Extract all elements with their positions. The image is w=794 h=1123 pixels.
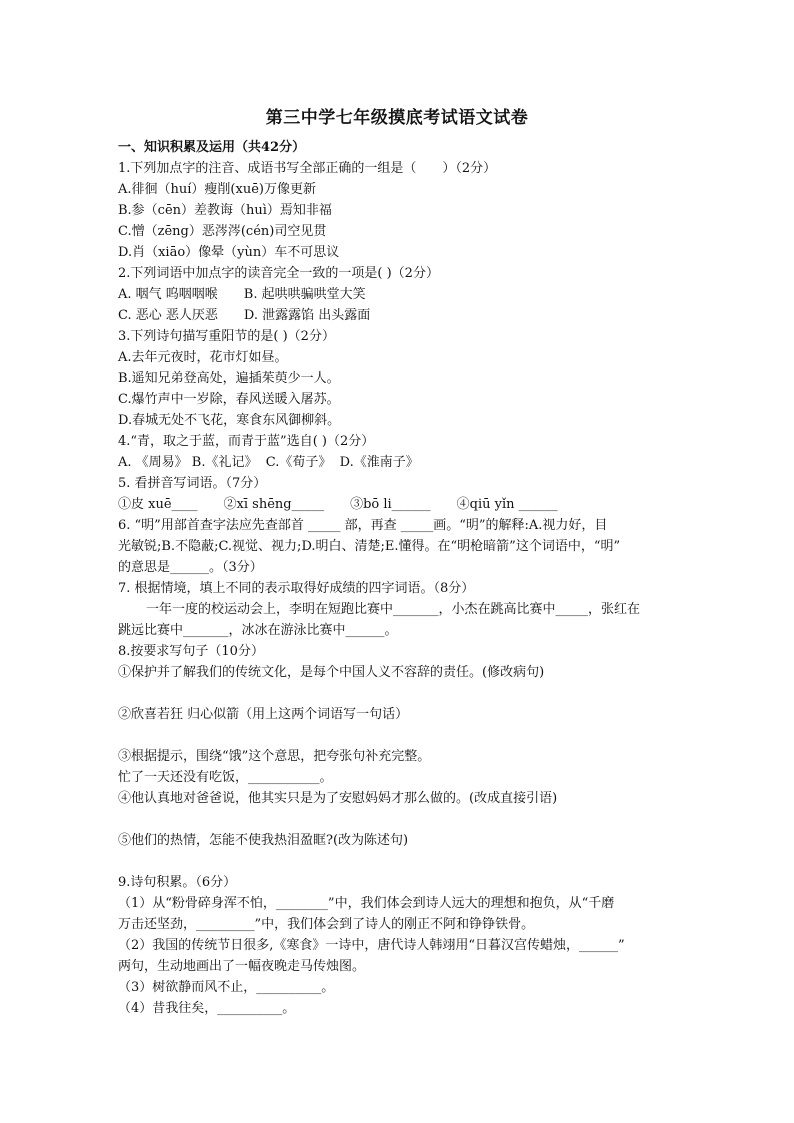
question-9-part-2-line-1: （2）我国的传统节日很多,《寒食》一诗中，唐代诗人韩翊用“日暮汉宫传蜡烛，______” bbox=[118, 938, 625, 953]
question-9-part-3: （3）树欲静而风不止，__________。 bbox=[118, 980, 335, 995]
question-9-part-2-line-2: 两句，生动地画出了一幅夜晚走马传烛图。 bbox=[118, 959, 366, 974]
question-8-item-3-sentence: 忙了一天还没有吃饭，___________。 bbox=[118, 770, 333, 785]
question-9-stem: 9.诗句积累。（6分） bbox=[118, 875, 237, 890]
question-7-passage-2: 跳远比赛中_______，冰冰在游泳比赛中______。 bbox=[118, 623, 398, 638]
question-6-line-1: 6. “明”用部首查字法应先查部首 _____ 部，再查 _____画。“明”的解释:A.视力好，目 bbox=[118, 518, 608, 533]
question-7-stem: 7. 根据情境，填上不同的表示取得好成绩的四字词语。（8分） bbox=[118, 581, 475, 596]
question-1-option-b: B.参（cēn）差教诲（huì）焉知非福 bbox=[118, 203, 332, 218]
question-1-option-d: D.肖（xiāo）像晕（yùn）车不可思议 bbox=[118, 245, 340, 260]
question-9-part-4: （4）昔我往矣，__________。 bbox=[118, 1001, 296, 1016]
question-8-item-3: ③根据提示，围绕“饿”这个意思，把夸张句补充完整。 bbox=[118, 749, 431, 764]
question-1-option-a: A.徘徊（huí）瘦削(xuē)万像更新 bbox=[118, 182, 316, 197]
question-3-option-c: C.爆竹声中一岁除，春风送暖入屠苏。 bbox=[118, 392, 340, 407]
question-4-stem: 4.“青，取之于蓝，而青于蓝”选自( )（2分） bbox=[118, 434, 375, 449]
section-heading: 一、知识积累及运用（共42分） bbox=[118, 140, 306, 155]
question-9-part-1-line-2: 万击还坚劲，_________”中，我们体会到了诗人的刚正不阿和铮铮铁骨。 bbox=[118, 917, 535, 932]
question-8-stem: 8.按要求写句子（10分） bbox=[118, 644, 264, 659]
exam-title: 第三中学七年级摸底考试语文试卷 bbox=[265, 108, 529, 128]
question-8-item-5: ⑤他们的热情，怎能不使我热泪盈眶?(改为陈述句) bbox=[118, 833, 409, 848]
question-2-options-ab: A. 咽气 呜咽咽喉 B. 起哄哄骗哄堂大笑 bbox=[118, 287, 366, 302]
question-2-options-cd: C. 恶心 恶人厌恶 D. 泄露露馅 出头露面 bbox=[118, 308, 371, 323]
question-9-part-1-line-1: （1）从“粉骨碎身浑不怕，________”中，我们体会到诗人远大的理想和抱负，从“千磨 bbox=[118, 896, 615, 911]
question-3-option-a: A.去年元夜时，花市灯如昼。 bbox=[118, 350, 288, 365]
question-3-option-b: B.遥知兄弟登高处，遍插茱萸少一人。 bbox=[118, 371, 340, 386]
question-5-blanks: ①皮 xuē____ ②xī shēng_____ ③bō li______ ④qiū yǐn ______ bbox=[118, 497, 558, 512]
question-6-line-2: 光敏锐;B.不隐蔽;C.视觉、视力;D.明白、清楚;E.懂得。在“明枪暗箭”这个词语中，“明” bbox=[118, 539, 621, 554]
question-8-item-4: ④他认真地对爸爸说，他其实只是为了安慰妈妈才那么做的。(改成直接引语) bbox=[118, 791, 558, 806]
question-3-stem: 3.下列诗句描写重阳节的是( )（2分） bbox=[118, 329, 335, 344]
question-1-stem: 1.下列加点字的注音、成语书写全部正确的一组是（ ）（2分） bbox=[118, 161, 497, 176]
question-4-options: A. 《周易》 B.《礼记》 C.《荀子》 D.《淮南子》 bbox=[118, 455, 419, 470]
question-5-stem: 5. 看拼音写词语。（7分） bbox=[118, 476, 267, 491]
question-8-item-1: ①保护并了解我们的传统文化，是每个中国人义不容辞的责任。(修改病句) bbox=[118, 665, 545, 680]
question-7-passage-1: 一年一度的校运动会上，李明在短跑比赛中_______，小杰在跳高比赛中_____，张红在 bbox=[146, 602, 641, 617]
question-1-option-c: C.憎（zēng）恶涔涔(cén)司空见贯 bbox=[118, 224, 327, 239]
question-6-line-3: 的意思是______。（3分） bbox=[118, 560, 263, 575]
question-3-option-d: D.春城无处不飞花，寒食东风御柳斜。 bbox=[118, 413, 341, 428]
question-2-stem: 2.下列词语中加点字的读音完全一致的一项是( )（2分） bbox=[118, 266, 439, 281]
question-8-item-2: ②欣喜若狂 归心似箭（用上这两个词语写一句话） bbox=[118, 707, 409, 722]
